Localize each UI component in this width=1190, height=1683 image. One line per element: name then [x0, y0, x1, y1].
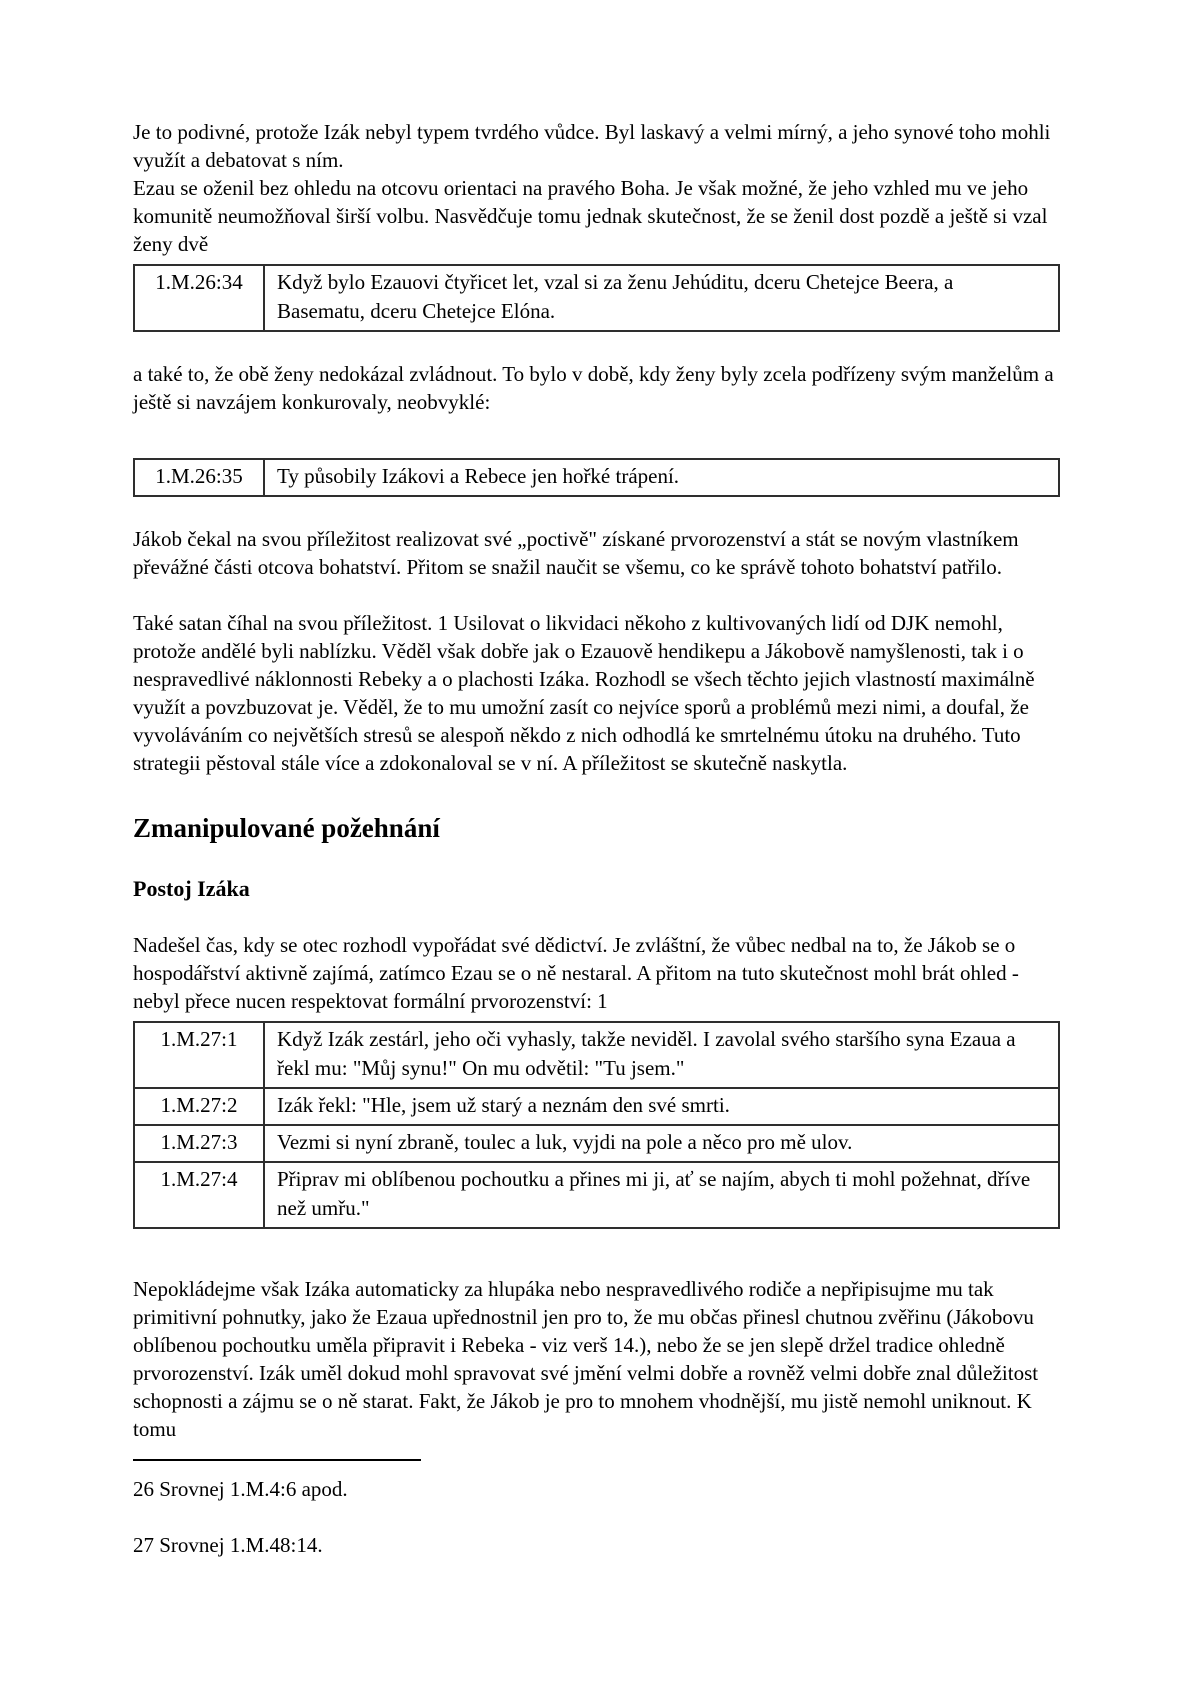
verse-text-cell: Ty působily Izákovi a Rebece jen hořké trápení.	[264, 459, 1059, 496]
verse-table-26-34	[133, 264, 1060, 332]
verse-table-27-1-4	[133, 1021, 1060, 1229]
paragraph-nadesel: Nadešel čas, kdy se otec rozhodl vypořádat své dědictví. Je zvláštní, že vůbec nedbal na to, že Jákob se o hospodářství aktivně zajímá, zatímco Ezau se o ně nestaral. A přitom na tuto skutečnost mohl brát ohled - nebyl přece nucen respektovat formální prvorozenství: 1	[133, 933, 1019, 1013]
footnote-27: 27 Srovnej 1.M.48:14.	[133, 1533, 323, 1557]
verse-text-cell: Izák řekl: "Hle, jsem už starý a neznám den své smrti.	[264, 1088, 1059, 1125]
verse-ref-cell: 1.M.27:2	[134, 1088, 264, 1125]
table-row	[134, 265, 1059, 331]
footnote-26: 26 Srovnej 1.M.4:6 apod.	[133, 1477, 348, 1501]
verse-text-cell: Připrav mi oblíbenou pochoutku a přines mi ji, ať se najím, abych ti mohl požehnat, dříve než umřu."	[264, 1162, 1059, 1228]
paragraph-two-wives: a také to, že obě ženy nedokázal zvládnout. To bylo v době, kdy ženy byly zcela podřízeny svým manželům a ještě si navzájem konkurovaly, neobvyklé:	[133, 362, 1054, 414]
verse-ref-cell: 1.M.27:1	[134, 1022, 264, 1088]
paragraph-nepokladejme: Nepokládejme však Izáka automaticky za hlupáka nebo nespravedlivého rodiče a nepřipisujme mu tak primitivní pohnutky, jako že Ezaua upřednostnil jen pro to, že mu občas přinesl chutnou zvěřinu (Jákobovu oblíbenou pochoutku uměla připravit i Rebeka - viz verš 14.), nebo že se jen slepě držel tradice ohledně prvorozenství. Izák uměl dokud mohl spravovat své jmění velmi dobře a rovněž velmi dobře znal důležitost schopnosti a zájmu se o ně starat. Fakt, že Jákob je pro to mnohem vhodnější, mu jistě nemohl uniknout. K tomu	[133, 1277, 1039, 1441]
verse-text-cell: Když Izák zestárl, jeho oči vyhasly, takže neviděl. I zavolal svého staršího syna Ezaua a řekl mu: "Můj synu!" On mu odvětil: "Tu jsem."	[264, 1022, 1059, 1088]
footnote-separator	[133, 1459, 421, 1461]
table-row	[134, 1088, 1059, 1125]
verse-ref-cell: 1.M.27:4	[134, 1162, 264, 1228]
table-row	[134, 459, 1059, 496]
verse-text-cell: Vezmi si nyní zbraně, toulec a luk, vyjdi na pole a něco pro mě ulov.	[264, 1125, 1059, 1162]
verse-ref-cell: 1.M.26:34	[134, 265, 264, 331]
paragraph-intro-1: Je to podivné, protože Izák nebyl typem tvrdého vůdce. Byl laskavý a velmi mírný, a jeho synové toho mohli využít a debatovat s ním.	[133, 120, 1051, 172]
table-row	[134, 1162, 1059, 1228]
paragraph-jakob: Jákob čekal na svou příležitost realizovat své „poctivě" získané prvorozenství a stát se novým vlastníkem převážné části otcova bohatství. Přitom se snažil naučit se všemu, co ke správě tohoto bohatství patřilo.	[133, 527, 1019, 579]
verse-text-cell: Když bylo Ezauovi čtyřicet let, vzal si za ženu Jehúditu, dceru Chetejce Beera, a Basematu, dceru Chetejce Elóna.	[264, 265, 1059, 331]
paragraph-intro-2: Ezau se oženil bez ohledu na otcovu orientaci na pravého Boha. Je však možné, že jeho vzhled mu ve jeho komunitě neumožňoval širší volbu. Nasvědčuje tomu jednak skutečnost, že se ženil dost pozdě a ještě si vzal ženy dvě	[133, 176, 1048, 256]
table-row	[134, 1125, 1059, 1162]
verse-table-26-35	[133, 458, 1060, 497]
paragraph-satan: Také satan číhal na svou příležitost. 1 Usilovat o likvidaci někoho z kultivovaných lidí od DJK nemohl, protože andělé byli nablízku. Věděl však dobře jak o Ezauově hendikepu a Jákobově namyšlenosti, tak i o nespravedlivé náklonnosti Rebeky a o plachosti Izáka. Rozhodl se všech těchto jejich vlastností maximálně využít a povzbuzovat je. Věděl, že to mu umožní zasít co nejvíce sporů a problémů mezi nimi, a doufal, že vyvoláváním co největších stresů se alespoň někdo z nich odhodlá ke smrtelnému útoku na druhého. Tuto strategii pěstoval stále více a zdokonaloval se v ní. A příležitost se skutečně naskytla.	[133, 611, 1035, 775]
verse-ref-cell: 1.M.26:35	[134, 459, 264, 496]
table-row	[134, 1022, 1059, 1088]
verse-ref-cell: 1.M.27:3	[134, 1125, 264, 1162]
section-heading: Zmanipulované požehnání	[133, 813, 440, 843]
subsection-heading: Postoj Izáka	[133, 876, 250, 901]
